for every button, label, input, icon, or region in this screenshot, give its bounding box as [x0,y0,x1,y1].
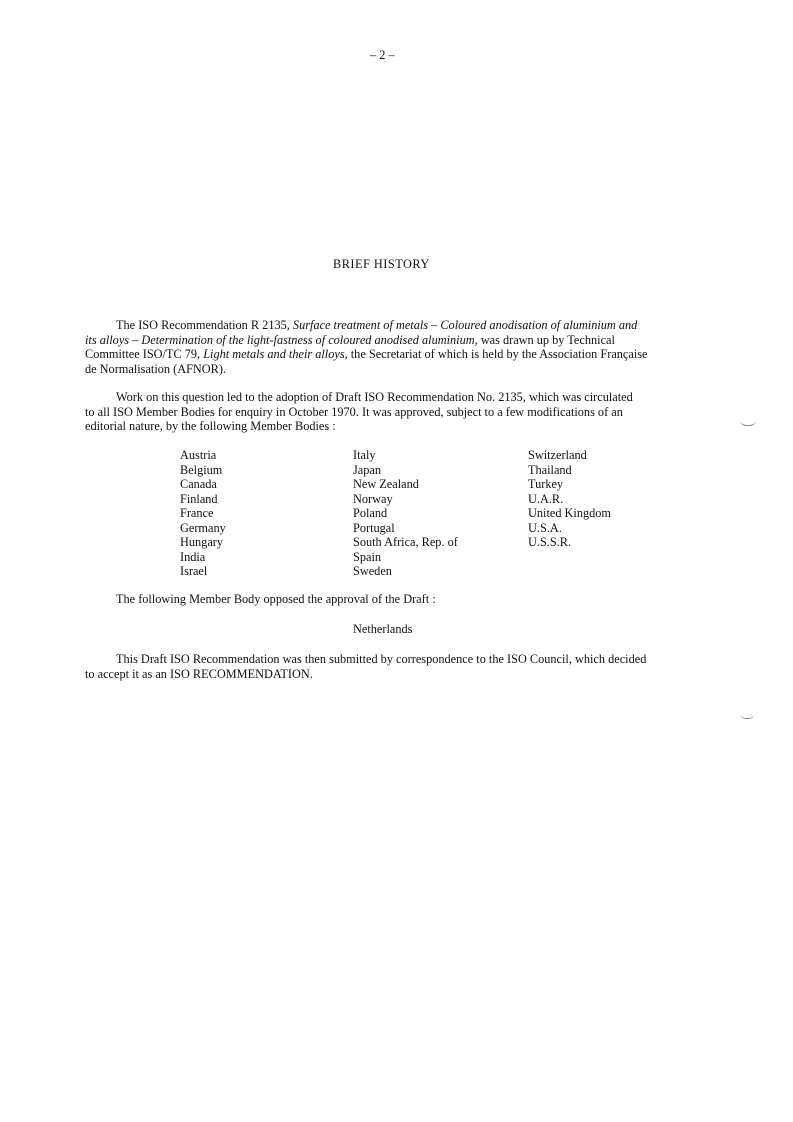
page-number: – 2 – [370,48,395,62]
member-body: U.S.A. [528,520,562,535]
text-segment: editorial nature, by the following Member Bodies : [85,419,336,433]
scan-mark [740,714,754,719]
member-body: Canada [180,477,217,491]
member-body: Finland [180,491,218,506]
member-body: Sweden [353,564,392,578]
scan-mark [740,420,756,426]
member-body: New Zealand [353,477,419,491]
text-segment: its alloys – Determination of the light-fastness of coloured anodised aluminium, [85,332,478,347]
member-body: France [180,506,214,520]
text-segment: Work on this question led to the adoption of Draft ISO Recommendation No. 2135, which was circulated [116,390,633,404]
text-line [85,347,648,362]
text-line [116,652,646,667]
text-line [116,390,633,405]
text-segment: Committee ISO/TC 79, [85,347,204,361]
opposed-intro: The following Member Body opposed the approval of the Draft : [116,592,436,606]
member-body: United Kingdom [528,506,611,520]
text-line [116,318,637,333]
opposed-member: Netherlands [353,622,413,636]
text-line [85,405,623,420]
text-line [85,333,615,348]
member-body: Poland [353,506,388,520]
member-body: Japan [353,462,381,477]
member-body: U.S.S.R. [528,535,572,549]
member-body: Switzerland [528,448,587,462]
member-body: Turkey [528,477,564,491]
member-body: U.A.R. [528,491,564,506]
text-line [85,667,313,682]
text-segment: de Normalisation (AFNOR). [85,361,227,376]
text-segment: to accept it as an ISO RECOMMENDATION. [85,666,313,681]
text-segment: Surface treatment of metals – Coloured anodisation of aluminium and [292,318,638,332]
member-body: Belgium [180,462,223,477]
text-segment: was drawn up by Technical [477,332,615,347]
member-body: Italy [353,448,376,462]
member-body: India [180,549,206,564]
member-body: Thailand [528,462,572,477]
text-line [85,419,336,434]
member-body: Spain [353,549,382,564]
member-body: Portugal [353,520,395,535]
member-body: Hungary [180,535,224,549]
member-body: South Africa, Rep. of [353,535,458,549]
text-line [85,362,226,377]
member-body: Israel [180,564,208,578]
member-body: Austria [180,448,217,462]
text-segment: the Secretariat of which is held by the Association Française [347,347,648,361]
text-segment: The ISO Recommendation R 2135, [116,318,293,332]
text-segment: This Draft ISO Recommendation was then submitted by correspondence to the ISO Council, which decided [116,652,647,666]
text-segment: Light metals and their alloys, [203,347,348,361]
text-segment: to all ISO Member Bodies for enquiry in October 1970. It was approved, subject to a few modifications of an [85,404,623,419]
member-body: Norway [353,491,393,506]
section-title: BRIEF HISTORY [333,257,430,271]
member-body: Germany [180,520,226,535]
